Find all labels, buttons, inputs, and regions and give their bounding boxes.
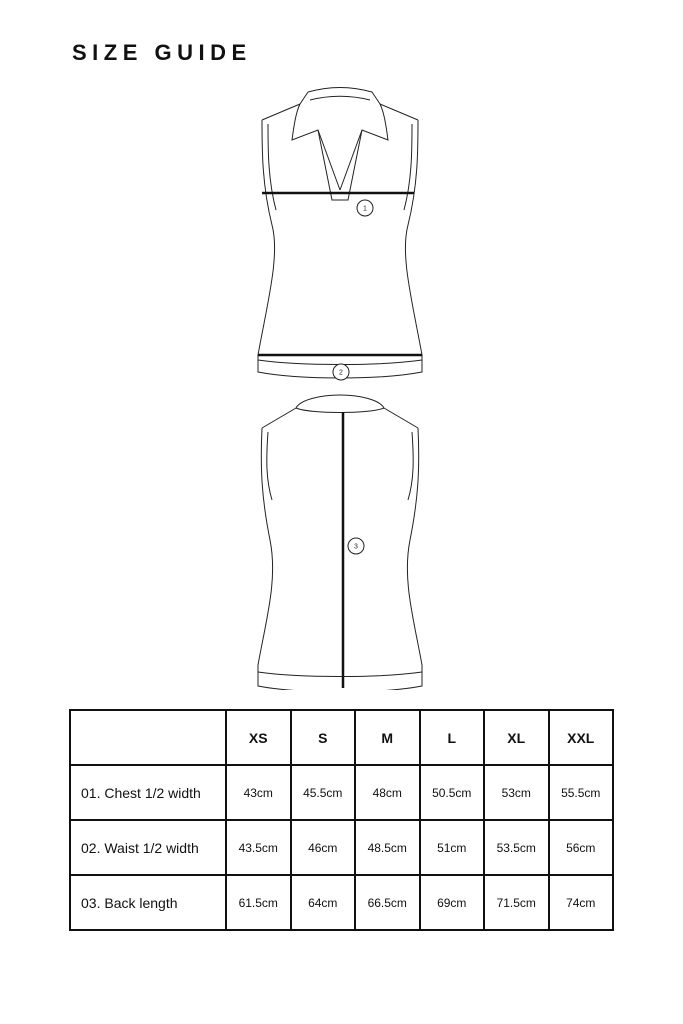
size-header-xs: XS <box>226 710 291 765</box>
row-label-chest: 01. Chest 1/2 width <box>70 765 226 820</box>
chest-marker <box>357 200 373 216</box>
waist-marker <box>333 364 349 380</box>
table-cell: 45.5cm <box>291 765 356 820</box>
size-table <box>69 709 614 931</box>
size-header-l: L <box>420 710 485 765</box>
table-row <box>70 875 613 930</box>
table-cell: 43.5cm <box>226 820 291 875</box>
table-cell: 48.5cm <box>355 820 420 875</box>
size-header-s: S <box>291 710 356 765</box>
waist-marker-label: 2 <box>339 369 343 377</box>
chest-marker-label: 1 <box>363 205 367 213</box>
table-cell: 53cm <box>484 765 549 820</box>
row-label-back-length: 03. Back length <box>70 875 226 930</box>
table-corner-cell <box>70 710 226 765</box>
table-cell: 51cm <box>420 820 485 875</box>
table-cell: 53.5cm <box>484 820 549 875</box>
table-cell: 48cm <box>355 765 420 820</box>
size-header-xl: XL <box>484 710 549 765</box>
table-cell: 69cm <box>420 875 485 930</box>
row-label-waist: 02. Waist 1/2 width <box>70 820 226 875</box>
table-cell: 71.5cm <box>484 875 549 930</box>
back-length-marker <box>348 538 364 554</box>
table-cell: 66.5cm <box>355 875 420 930</box>
table-cell: 50.5cm <box>420 765 485 820</box>
table-cell: 61.5cm <box>226 875 291 930</box>
size-header-xxl: XXL <box>549 710 614 765</box>
size-header-row <box>70 710 613 765</box>
back-length-marker-label: 3 <box>354 543 358 551</box>
table-cell: 56cm <box>549 820 614 875</box>
table-row <box>70 765 613 820</box>
table-cell: 46cm <box>291 820 356 875</box>
table-cell: 74cm <box>549 875 614 930</box>
front-garment-illustration <box>240 84 440 384</box>
back-garment-illustration <box>240 390 440 690</box>
page-title: SIZE GUIDE <box>72 40 252 65</box>
size-header-m: M <box>355 710 420 765</box>
table-cell: 64cm <box>291 875 356 930</box>
table-cell: 55.5cm <box>549 765 614 820</box>
table-row <box>70 820 613 875</box>
table-cell: 43cm <box>226 765 291 820</box>
